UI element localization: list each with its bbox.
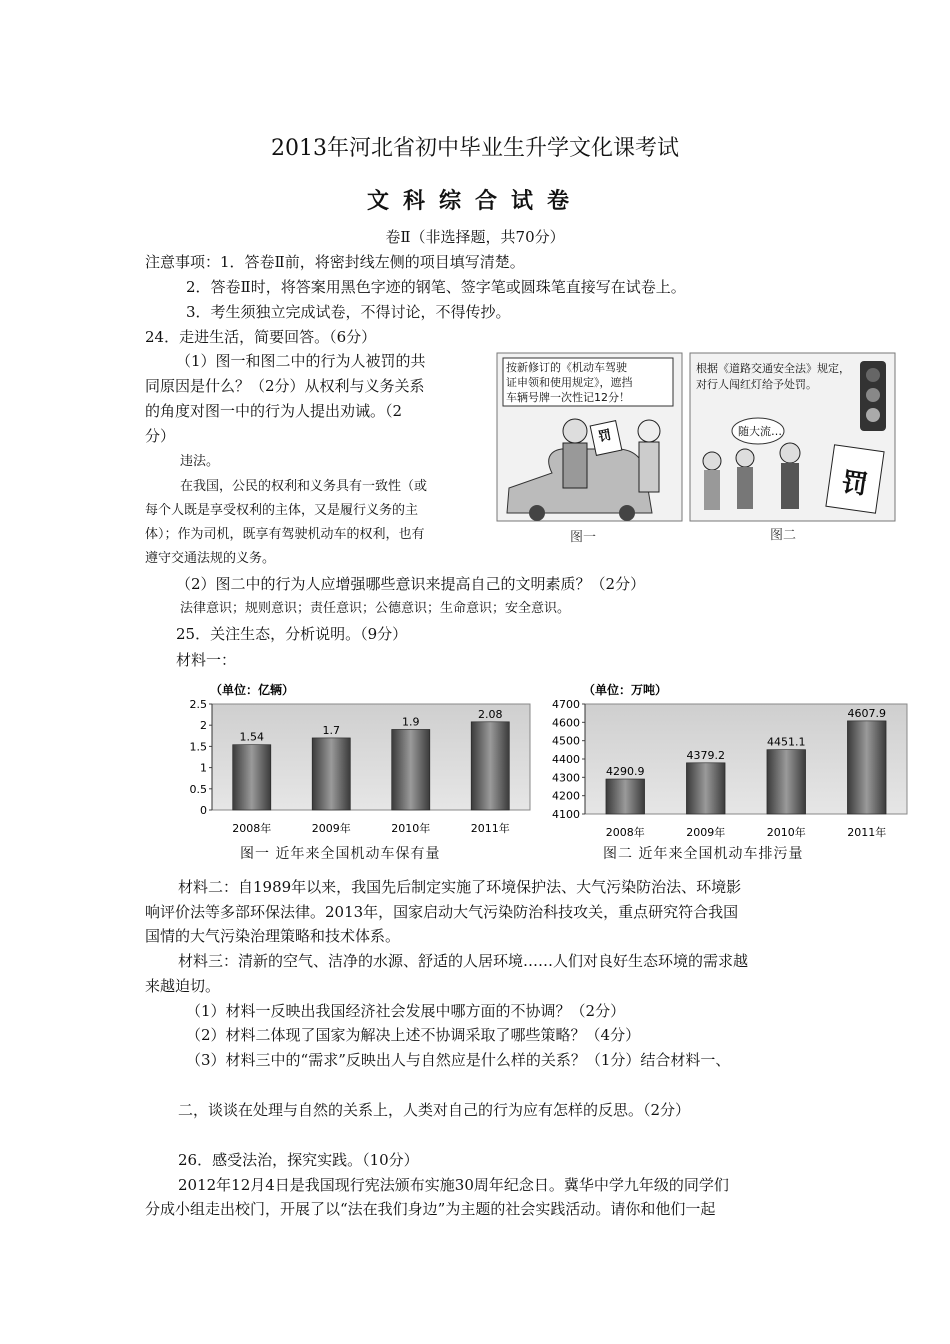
chart-1-data-label: 1.54	[239, 730, 264, 744]
q24-part1-line2: 同原因是什么？（2分）从权利与义务关系	[145, 377, 425, 395]
q24-answer-3: 法律意识；规则意识；责任意识；公德意识；生命意识；安全意识。	[180, 601, 571, 616]
q25-heading: 25．关注生态，分析说明。（9分）	[176, 625, 408, 643]
q25-question-2: （2）材料二体现了国家为解决上述不协调采取了哪些策略？（4分）	[186, 1026, 641, 1044]
q24-part2: （2）图二中的行为人应增强哪些意识来提高自己的文明素质？（2分）	[176, 575, 646, 593]
chart-1-data-label: 1.7	[322, 723, 340, 737]
note-2: 2．答卷Ⅱ时，将答案用黑色字迹的钢笔、签字笔或圆珠笔直接写在试卷上。	[186, 278, 686, 296]
q24-answer-2-line2: 每个人既是享受权利的主体，又是履行义务的主	[145, 503, 419, 518]
chart-2-ytick-label: 4100	[552, 808, 580, 821]
cartoon-1-bubble-line3: 车辆号牌一次性记12分！	[506, 391, 630, 404]
chart-2-category-label: 2009年	[686, 826, 726, 839]
chart-1	[170, 680, 530, 835]
cartoon-2-caption: 图二	[770, 528, 797, 543]
q25-material2-line2: 响评价法等多部环保法律。2013年，国家启动大气污染防治科技攻关，重点研究符合我国	[145, 903, 739, 921]
chart-2-data-label: 4290.9	[606, 765, 645, 779]
chart-1-bar	[312, 738, 350, 810]
chart-2	[543, 680, 913, 839]
cartoon-1-sign: 罚	[596, 427, 613, 446]
chart-2-bar	[847, 721, 886, 814]
note-1: 注意事项：1．答卷Ⅱ前，将密封线左侧的项目填写清楚。	[145, 253, 525, 271]
chart-2-bar	[767, 750, 806, 814]
q25-material3-line1: 材料三：清新的空气、洁净的水源、舒适的人居环境……人们对良好生态环境的需求越	[178, 952, 749, 970]
cartoon-figure-1	[497, 353, 682, 521]
chart-2-ytick-label: 4200	[552, 789, 580, 803]
chart-1-data-label: 1.9	[402, 715, 420, 729]
q24-answer-2-line4: 遵守交通法规的义务。	[145, 551, 276, 566]
exam-title: 2013年河北省初中毕业生升学文化课考试	[271, 136, 679, 161]
q24-answer-2-line3: 体）；作为司机，既享有驾驶机动车的权利，也有	[145, 527, 425, 542]
cartoon-2-sign: 罚	[839, 467, 870, 501]
chart-1-category-label: 2010年	[391, 822, 431, 835]
chart-1-bar	[471, 722, 509, 810]
chart-2-ytick-label: 4300	[552, 771, 580, 785]
chart-1-category-label: 2011年	[470, 822, 510, 835]
q24-heading: 24．走进生活，简要回答。（6分）	[145, 328, 377, 346]
chart-1-data-label: 2.08	[478, 707, 503, 721]
chart-2-svg	[543, 680, 913, 839]
note-3: 3．考生须独立完成试卷，不得讨论，不得传抄。	[186, 303, 511, 321]
chart-2-category-label: 2010年	[766, 826, 806, 839]
chart-2-unit-label: （单位：万吨）	[583, 683, 668, 697]
chart-2-title: 图二 近年来全国机动车排污量	[603, 846, 804, 862]
chart-1-category-label: 2009年	[311, 822, 351, 835]
cartoon-2-bubble: 随大流…	[738, 425, 782, 438]
chart-2-ytick-label: 4400	[552, 753, 580, 766]
chart-1-ytick-label: 2.5	[189, 698, 207, 711]
chart-2-ytick-label: 4600	[552, 716, 580, 730]
chart-2-data-label: 4451.1	[767, 735, 806, 749]
q24-part1-line4: 分）	[145, 427, 176, 445]
chart-1-ytick-label: 1.5	[189, 740, 207, 754]
chart-1-unit-label: （单位：亿辆）	[210, 683, 295, 697]
q25-material2-line3: 国情的大气污染治理策略和技术体系。	[145, 927, 401, 945]
q25-material1-label: 材料一：	[176, 651, 237, 669]
chart-1-bar	[233, 745, 271, 810]
cartoon-1-caption: 图一	[570, 530, 597, 545]
cartoon-1-bubble-line1: 按新修订的《机动车驾驶	[506, 361, 627, 374]
chart-1-bar	[392, 729, 430, 810]
chart-1-svg	[170, 680, 530, 835]
cartoon-figure-2	[690, 353, 895, 521]
cartoon-2-text-line2: 对行人闯红灯给予处罚。	[696, 378, 817, 391]
chart-2-data-label: 4607.9	[847, 706, 886, 720]
q26-paragraph-line1: 2012年12月4日是我国现行宪法颁布实施30周年纪念日。冀华中学九年级的同学们	[178, 1176, 729, 1194]
chart-2-bar	[686, 763, 725, 814]
chart-1-ytick-label: 2	[200, 719, 207, 733]
q26-heading: 26．感受法治，探究实践。（10分）	[178, 1151, 419, 1169]
chart-2-category-label: 2011年	[847, 826, 887, 839]
cartoon-1-bubble-line2: 证申领和使用规定》，遮挡	[506, 376, 633, 389]
q25-material2-line1: 材料二：自1989年以来，我国先后制定实施了环境保护法、大气污染防治法、环境影	[178, 878, 742, 896]
exam-subtitle: 文科综合试卷	[366, 189, 583, 214]
q25-material3-line2: 来越迫切。	[145, 977, 221, 995]
q25-question-1: （1）材料一反映出我国经济社会发展中哪方面的不协调？（2分）	[186, 1002, 626, 1020]
q25-question-3-line1: （3）材料三中的“需求”反映出人与自然应是什么样的关系？（1分）结合材料一、	[186, 1051, 731, 1069]
chart-1-ytick-label: 0	[200, 804, 207, 817]
q26-paragraph-line2: 分成小组走出校门，开展了以“法在我们身边”为主题的社会实践活动。请你和他们一起	[145, 1200, 716, 1218]
chart-2-ytick-label: 4500	[552, 734, 580, 748]
chart-1-ytick-label: 1	[200, 761, 207, 775]
chart-1-category-label: 2008年	[232, 822, 272, 835]
q24-part1-line3: 的角度对图一中的行为人提出劝诫。（2	[145, 402, 403, 420]
chart-2-ytick-label: 4700	[552, 698, 580, 711]
section-label: 卷Ⅱ（非选择题，共70分）	[385, 228, 565, 246]
q24-answer-1: 违法。	[180, 454, 220, 469]
q25-question-3-line2: 二，谈谈在处理与自然的关系上，人类对自己的行为应有怎样的反思。（2分）	[178, 1101, 691, 1119]
chart-1-ytick-label: 0.5	[189, 782, 207, 796]
cartoon-2-text-line1: 根据《道路交通安全法》规定，	[696, 362, 850, 375]
q24-part1-line1: （1）图一和图二中的行为人被罚的共	[176, 352, 426, 370]
chart-2-data-label: 4379.2	[686, 748, 725, 762]
chart-2-bar	[606, 779, 645, 814]
chart-1-title: 图一 近年来全国机动车保有量	[240, 846, 441, 862]
q24-answer-2-line1: 在我国，公民的权利和义务具有一致性（或	[180, 479, 428, 494]
chart-2-category-label: 2008年	[605, 826, 645, 839]
